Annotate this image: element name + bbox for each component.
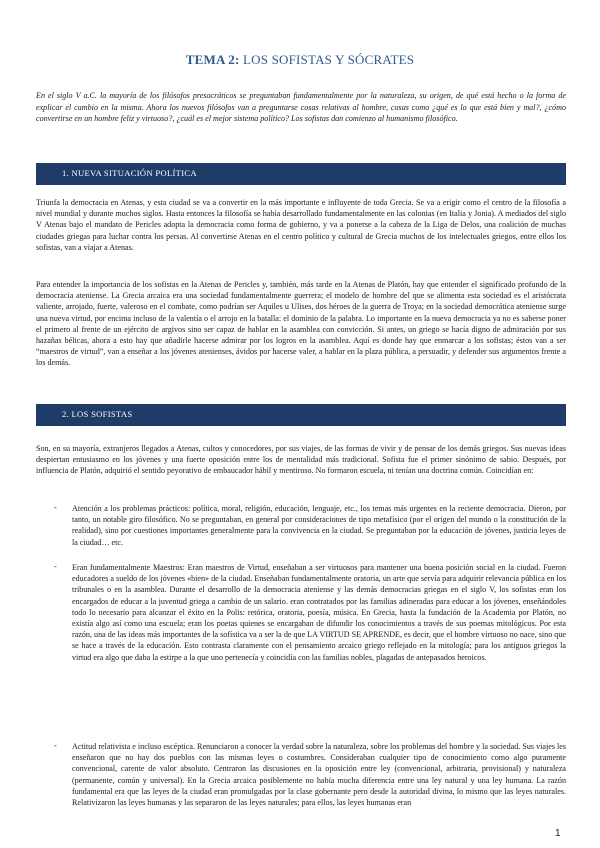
section-heading-bar bbox=[36, 163, 566, 185]
list-item: Eran fundamentalmente Maestros: Eran maestros de Virtud, enseñaban a ser virtuosos para mantener una buena posición social en la ciudad. Fueron educadores a sueldo de los jóvenes «bien» de la ciudad. Enseñaban fundamentalmente oratoria, un arte que servía para adquirir relevancia pública en los tribunales o en la asamblea. Durante el desarrollo de la democracia ateniense y las demás democracias griegas en el siglo V, los sofistas eran los encargados de educar a la juventud griega a cambio de un salario. eran contratados por las familias adineradas para educar a los jóvenes, enseñándoles todo lo necesario para alcanzar el éxito en la Polis: retórica, oratoria, poesía, música. En Grecia, hasta la fundación de la Academia por Platón, no existía algo así como una escuela; eran los poetas quienes se encargaban de difundir los conocimientos a través de sus poemas mitológicos. Por esta razón, una de las ideas más importantes de la sofística va a ser la de que LA VIRTUD SE APRENDE, es decir, que el hombre virtuoso no nace, sino que se hace a través de la educación. Esto contrasta claramente con el pensamiento arcaico griego reflejado en la mitología; para los antiguos griegos la virtud era algo que daba la estirpe a la que uno pertenecía y coincidía con las familias nobles, plagadas de antepasados heroicos. bbox=[72, 563, 566, 662]
bullet-dash: - bbox=[54, 562, 57, 571]
section-heading: 2. LOS SOFISTAS bbox=[62, 409, 133, 419]
bullet-dash: - bbox=[54, 741, 57, 750]
page-number: 1 bbox=[555, 828, 561, 839]
intro-paragraph: En el siglo V a.C. la mayoría de los filósofos presocráticos se preguntaban fundamentalmente por la naturaleza, su origen, de qué está hecho o la forma de explicar el cambio en la misma. Ahora los nuevos filósofos van a preguntarse cosas relativas al hombre, cosas como ¿qué es lo que está bien y mal?, ¿cómo convertirse en un hombre feliz y virtuoso?, ¿cuál es el mejor sistema político? Los sofistas dan comienzo al humanismo filosófico. bbox=[36, 91, 566, 123]
title-text: LOS SOFISTAS Y SÓCRATES bbox=[239, 52, 415, 67]
body-paragraph: Para entender la importancia de los sofistas en la Atenas de Pericles y, también, más tarde en la Atenas de Platón, hay que entender el significado profundo de la democracia ateniense. La Grecia arcaica era una sociedad fundamentalmente guerrera; el modelo de hombre del que se alimenta esta sociedad es el aristócrata valiente, arrojado, fuerte, valeroso en el combate, como podrían ser Aquiles u Ulises, dos héroes de la guerra de Troya; en la sociedad democrática ateniense surge una nueva virtud, por encima incluso de la valentía o el arrojo en la batalla: el dominio de la palabra. Lo importante en la nueva democracia ya no es saberse poner el primero al frente de un ejército de argivos sino ser capaz de hablar en la asamblea con convicción. Si antes, un griego se hacía digno de admiración por sus hazañas bélicas, ahora a esto hay que añadirle hacerse admirar por los logros en la asamblea. Aquí es donde hay que enmarcar a los sofistas; éstos van a ser “maestros de virtud”, van a enseñar a los jóvenes atenienses, ávidos por hacerse valer, a hablar en la plaza pública, a persuadir, y defender sus argumentos frente a los demás. bbox=[36, 280, 566, 368]
body-paragraph: Son, en su mayoría, extranjeros llegados a Atenas, cultos y conocedores, por sus viajes, de las formas de vivir y de pensar de los demás griegos. Sus nuevas ideas despiertan entusiasmo en los jóvenes y una fuerte oposición entre los de mentalidad más tradicional. Sofista fue el primer sinónimo de sabio. Después, por influencia de Platón, adquirió el sentido peyorativo de embaucador hábil y mentiroso. No formaron escuela, ni tenían una doctrina común. Coincidían en: bbox=[36, 444, 566, 476]
body-paragraph: Triunfa la democracia en Atenas, y esta ciudad se va a convertir en la más importante e influyente de toda Grecia. Se va a erigir como el centro de la filosofía a nivel mundial y durante muchos siglos. Hasta entonces la filosofía se había desarrollado fundamentalmente en las colonias (en Italia y Jonia). A mediados del siglo V Atenas bajo el mandato de Pericles adopta la democracia como forma de gobierno, y va a ponerse a la cabeza de la Liga de Delos, una coalición de muchas ciudades griegas para luchar contra los persas. Al convertirse Atenas en el centro político y cultural de Grecia muchos de los intelectuales griegos, entre ellos los sofistas, van a viajar a Atenas. bbox=[36, 198, 566, 252]
page-title bbox=[0, 52, 600, 68]
section-heading-bar bbox=[36, 404, 566, 426]
section-heading: 1. NUEVA SITUACIÓN POLÍTICA bbox=[62, 168, 197, 178]
list-item: Atención a los problemas prácticos: política, moral, religión, educación, lenguaje, etc., los temas más urgentes en la reciente democracia. Dieron, por tanto, un notable giro filosófico. No se preguntaban, en general por consideraciones de tipo metafísico (por el origen del mundo o la constitución de la realidad), sino por cuestiones importantes generalmente para la convivencia en la ciudad. Se preguntaban por la educación de jóvenes, justicia leyes de la ciudad… etc. bbox=[72, 504, 566, 547]
bullet-dash: - bbox=[54, 503, 57, 512]
title-number: TEMA 2: bbox=[185, 52, 240, 67]
list-item: Actitud relativista e incluso escéptica. Renunciaron a conocer la verdad sobre la naturaleza, sobre los problemas del hombre y la sociedad. Sus viajes les enseñaron que no hay dos pueblos con las mismas leyes o costumbres. Consideraban cualquier tipo de conocimiento como algo puramente convencional, carente de valor absoluto. Centraron las discusiones en la oposición entre ley (convencional, arbitraria, provisional) y naturaleza (permanente, común y universal). En la Grecia arcaica posiblemente no había mucha diferencia entre una ley natural y una ley humana. La razón fundamental era que las leyes de la ciudad eran promulgadas por la clase gobernante pero desde la autoridad divina, lo mismo que las leyes naturales. Relativizaron las leyes humanas y las separaron de las leyes naturales; para ellos, las leyes humanas eran bbox=[72, 742, 566, 808]
